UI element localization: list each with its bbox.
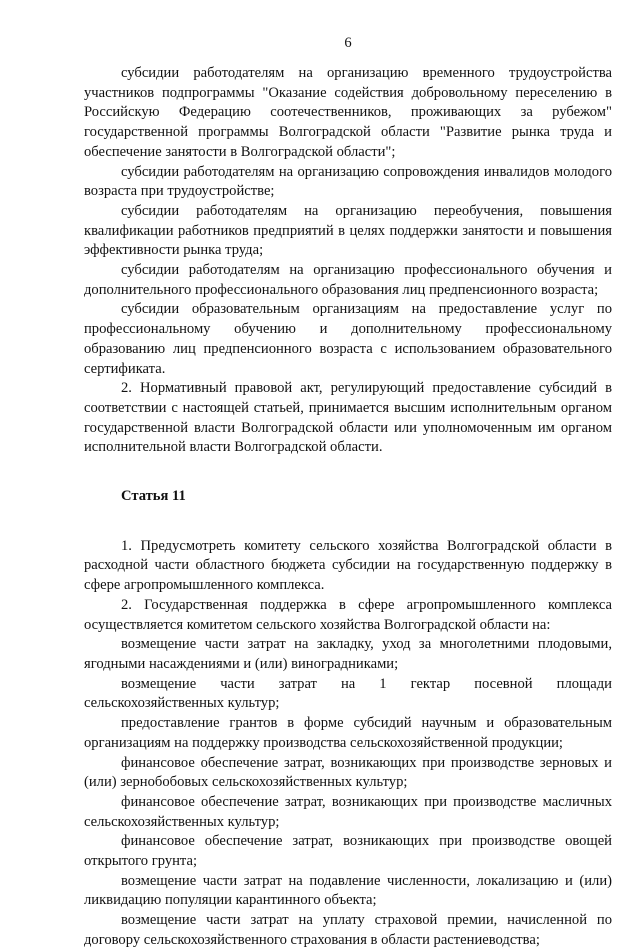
- paragraph: финансовое обеспечение затрат, возникающих при производстве масличных сельскохозяйственных культур;: [84, 793, 612, 830]
- document-body: [84, 64, 612, 951]
- paragraph: предоставление грантов в форме субсидий научным и образовательным организациям на поддержку производства сельскохозяйственной продукции;: [84, 715, 612, 751]
- paragraph: возмещение части затрат на уплату страховой премии, начисленной по договору сельскохозяйственного страхования в области растениеводства;: [84, 912, 612, 948]
- paragraph: финансовое обеспечение затрат, возникающих при производстве зерновых и (или) зернобобовых сельскохозяйственных культур;: [84, 754, 612, 791]
- article-heading: Статья 11: [121, 488, 186, 505]
- paragraph: финансовое обеспечение затрат, возникающих при производстве овощей открытого грунта;: [84, 833, 612, 870]
- paragraph: возмещение части затрат на подавление численности, локализацию и (или) ликвидацию популяции карантинного объекта;: [84, 872, 612, 909]
- page-number: 6: [344, 35, 352, 51]
- paragraph: 2. Нормативный правовой акт, регулирующий предоставление субсидий в соответствии с настоящей статьей, принимается высшим исполнительным органом государственной власти Волгоградской области или уполномоченным им органом исполнительной власти Волгоградской области.: [84, 380, 612, 456]
- paragraph: возмещение части затрат на 1 гектар посевной площади сельскохозяйственных культур;: [84, 675, 612, 712]
- paragraph: возмещение части затрат на закладку, уход за многолетними плодовыми, ягодными насаждениями и (или) виноградниками;: [84, 636, 612, 672]
- paragraph: субсидии работодателям на организацию профессионального обучения и дополнительного профессионального образования лиц предпенсионного возраста;: [84, 262, 612, 298]
- paragraph: субсидии образовательным организациям на предоставление услуг по профессиональному обучению и дополнительному профессиональному образованию лиц предпенсионного возраста с использованием образовательного сертификата.: [84, 301, 612, 377]
- paragraph: 2. Государственная поддержка в сфере агропромышленного комплекса осуществляется комитетом сельского хозяйства Волгоградской области на:: [84, 596, 612, 633]
- paragraph: субсидии работодателям на организацию сопровождения инвалидов молодого возраста при трудоустройстве;: [84, 163, 612, 200]
- paragraph: субсидии работодателям на организацию временного трудоустройства участников подпрограммы "Оказание содействия добровольному переселению в Российскую Федерацию соотечественников, проживающих за рубежом" государственной программы Волгоградской области "Развитие рынка труда и обеспечение занятости в Волгоградской области";: [84, 65, 612, 160]
- paragraph: 1. Предусмотреть комитету сельского хозяйства Волгоградской области в расходной части областного бюджета субсидии на государственную поддержку в сфере агропромышленного комплекса.: [84, 537, 612, 594]
- paragraph: субсидии работодателям на организацию переобучения, повышения квалификации работников предприятий в целях поддержки занятости и повышения эффективности рынка труда;: [84, 202, 612, 259]
